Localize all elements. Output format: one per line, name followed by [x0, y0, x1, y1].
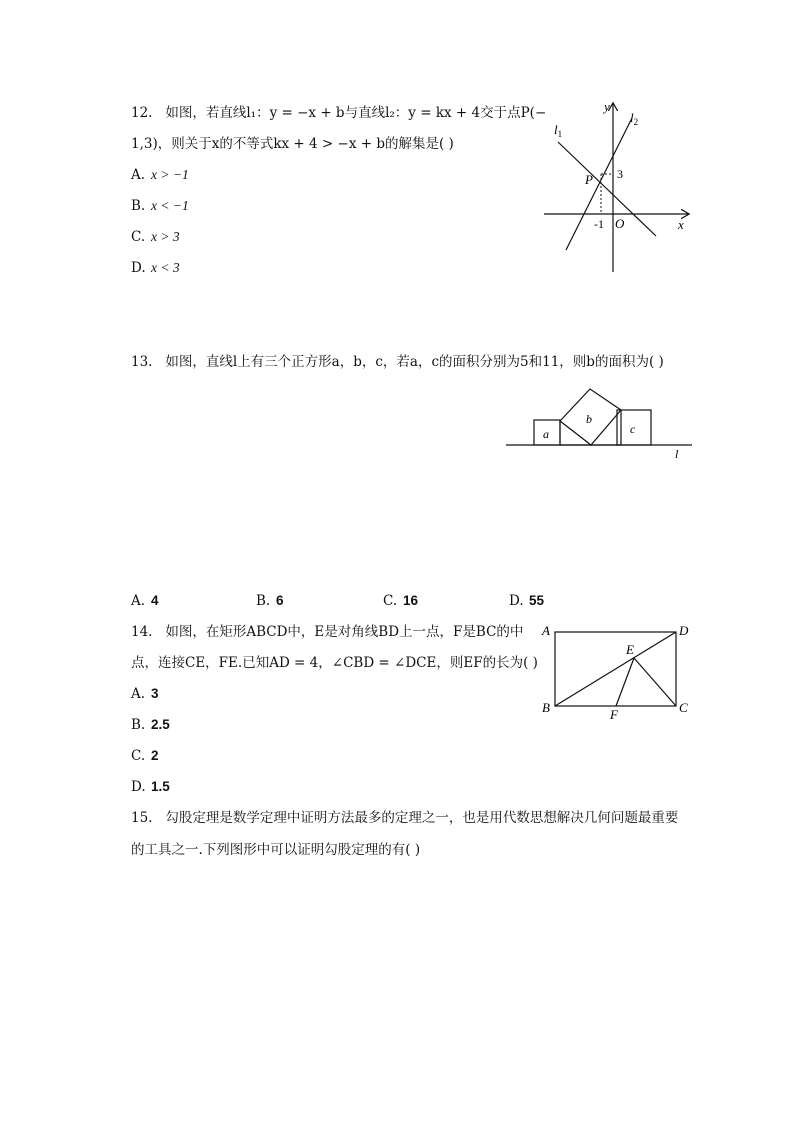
q12-number: 12. — [131, 105, 153, 121]
q15-stem-line1: 勾股定理是数学定理中证明方法最多的定理之一，也是用代数思想解决几何问题最重要 — [165, 810, 679, 826]
y-axis-label: y — [604, 99, 610, 114]
label-B: B — [542, 700, 550, 715]
q15-stem-line2: 的工具之一.下列图形中可以证明勾股定理的有( ) — [131, 842, 421, 858]
q15-number: 15. — [131, 810, 153, 826]
q14-option-c[interactable]: C. 2 — [131, 748, 159, 764]
point-p-label: P — [585, 172, 593, 187]
q12-stem-line1: 如图，若直线l₁：y = −x + b与直线l₂：y = kx + 4交于点P(− — [165, 105, 547, 121]
l2-label: $l_2$ — [630, 110, 639, 127]
q13-stem: 如图，直线l上有三个正方形a，b，c，若a，c的面积分别为5和11，则b的面积为( ) — [165, 354, 664, 370]
label-E: E — [626, 642, 634, 657]
q12-line1 — [131, 103, 546, 123]
q13-option-a[interactable]: A. 4 — [131, 593, 159, 609]
segment-fe — [616, 658, 634, 706]
q13-option-d[interactable]: D. 55 — [509, 593, 545, 609]
q14-option-d[interactable]: D. 1.5 — [131, 779, 170, 795]
q13-number: 13. — [131, 354, 153, 370]
q13-line — [131, 352, 664, 372]
l1-label: $l_1$ — [554, 122, 563, 139]
label-b: b — [586, 412, 592, 426]
q14-rectangle-figure — [538, 620, 698, 722]
q12-option-a[interactable]: A. x > −1 — [131, 167, 189, 183]
q14-option-a[interactable]: A. 3 — [131, 686, 159, 702]
q15-line1 — [131, 808, 678, 828]
q12-graph-figure — [540, 98, 695, 276]
q12-option-c[interactable]: C. x > 3 — [131, 229, 180, 245]
label-a: a — [543, 427, 549, 441]
q14-option-b[interactable]: B. 2.5 — [131, 717, 170, 733]
label-A: A — [542, 623, 550, 638]
label-F: F — [610, 707, 618, 722]
q13-squares-figure — [504, 383, 694, 463]
label-D: D — [679, 623, 689, 638]
q14-number: 14. — [131, 624, 153, 640]
q12-option-d[interactable]: D. x < 3 — [131, 260, 180, 276]
q13-option-b[interactable]: B. 6 — [256, 593, 284, 609]
diagonal-bd — [555, 632, 676, 706]
q14-line1 — [131, 622, 523, 642]
label-three: 3 — [617, 167, 623, 181]
q14-stem-line2: 点，连接CE，FE.已知AD = 4，∠CBD = ∠DCE，则EF的长为( ) — [131, 655, 538, 671]
label-c: c — [630, 422, 636, 436]
q13-option-c[interactable]: C. 16 — [383, 593, 419, 609]
label-l: l — [675, 447, 679, 461]
line-l1 — [558, 142, 656, 236]
label-minus-one: -1 — [594, 217, 604, 231]
q12-option-b[interactable]: B. x < −1 — [131, 198, 189, 214]
x-axis-label: x — [678, 217, 684, 232]
q14-stem-line1: 如图，在矩形ABCD中，E是对角线BD上一点，F是BC的中 — [165, 624, 524, 640]
q12-stem-line2: 1,3)，则关于x的不等式kx + 4 > −x + b的解集是( ) — [131, 136, 454, 152]
label-C: C — [679, 700, 688, 715]
origin-label: O — [615, 216, 625, 231]
segment-ce — [634, 658, 676, 706]
